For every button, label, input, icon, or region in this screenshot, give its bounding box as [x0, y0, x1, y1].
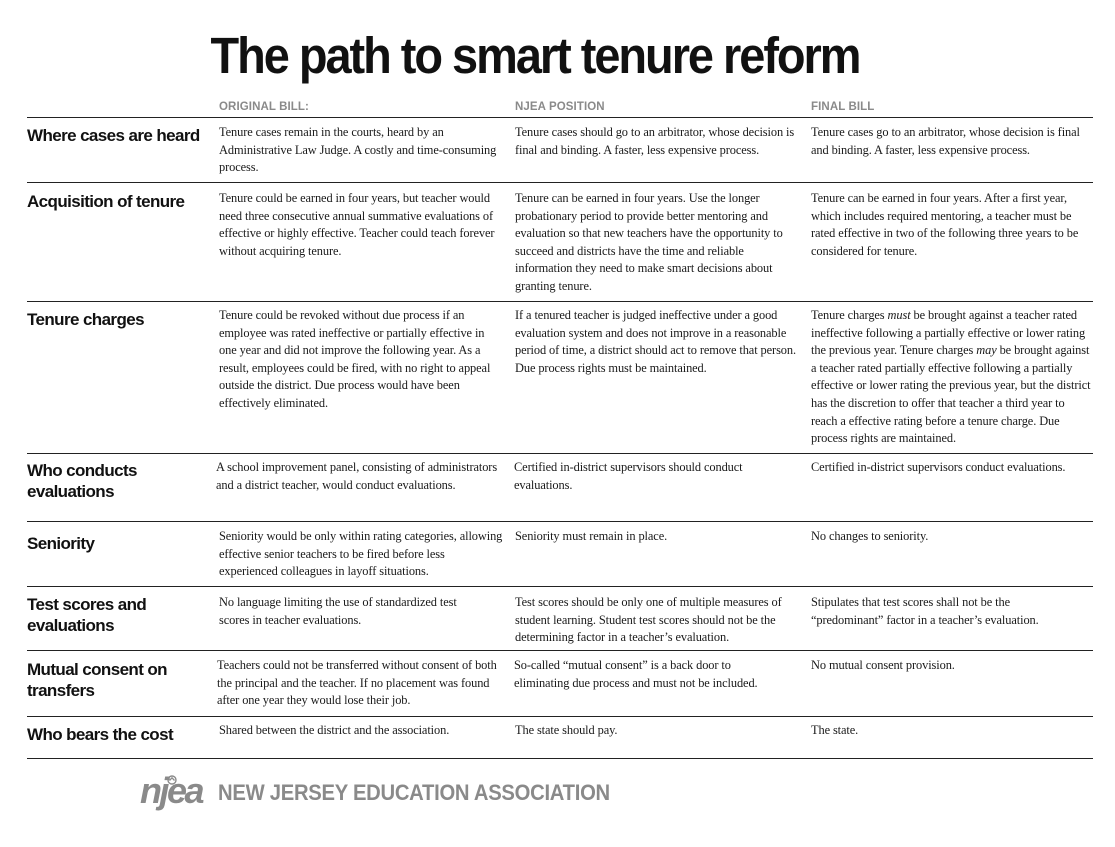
cell-njea-position: If a tenured teacher is judged ineffective under a good evaluation system and does not improve in a reasonable period of time, a district should act to remove that person. Due process rights must be maintained.	[515, 308, 796, 375]
cell-final-bill	[811, 307, 1093, 448]
row-divider	[27, 586, 1093, 587]
row-divider	[27, 182, 1093, 183]
cell-original-bill: No language limiting the use of standardized test scores in teacher evaluations.	[219, 595, 457, 627]
cell-njea-position: So-called “mutual consent” is a back door to eliminating due process and must not be included.	[514, 658, 758, 690]
cell-original-bill: Tenure cases remain in the courts, heard by an Administrative Law Judge. A costly and time-consuming process.	[219, 125, 497, 175]
column-header-njea-position: NJEA POSITION	[515, 101, 605, 113]
text-segment: be brought against a teacher rated partially effective following a partially effective or lower rating the previous year, but the district has the discretion to offer that teacher a third year to reach a effective rating before a tenure charge. Due process rights are maintained.	[811, 343, 1091, 446]
organization-name: NEW JERSEY EDUCATION ASSOCIATION	[218, 780, 610, 805]
row-label: Who conducts evaluations	[27, 461, 137, 501]
row-divider	[27, 453, 1093, 454]
footer	[140, 770, 644, 813]
column-header-original-bill: ORIGINAL BILL:	[219, 101, 309, 113]
row-label: Tenure charges	[27, 310, 144, 329]
row-divider	[27, 301, 1093, 302]
text-segment: Tenure charges	[811, 308, 888, 322]
row-label: Who bears the cost	[27, 725, 174, 744]
cell-final-bill: Certified in-district supervisors conduct evaluations.	[811, 460, 1066, 474]
njea-logo	[140, 770, 212, 811]
cell-njea-position: Seniority must remain in place.	[515, 529, 668, 543]
row-label: Where cases are heard	[27, 126, 200, 145]
cell-original-bill: Shared between the district and the association.	[219, 723, 450, 737]
cell-njea-position: Certified in-district supervisors should conduct evaluations.	[514, 460, 743, 492]
logo-mark-icon	[166, 775, 178, 785]
cell-original-bill: Tenure could be earned in four years, but teacher would need three consecutive annual summative evaluations of effective or highly effective. Teacher could teach forever without acquiring tenure.	[219, 191, 495, 258]
row-divider	[27, 716, 1093, 717]
row-label: Mutual consent on transfers	[27, 660, 167, 700]
cell-final-bill: No mutual consent provision.	[811, 658, 955, 672]
page-title: The path to smart tenure reform	[210, 27, 860, 84]
cell-original-bill: Seniority would be only within rating categories, allowing effective senior teachers to be fired before less experienced colleagues in layoff situations.	[219, 529, 503, 579]
cell-final-bill: No changes to seniority.	[811, 529, 929, 543]
emphasis-may: may	[976, 343, 997, 358]
row-label: Acquisition of tenure	[27, 192, 185, 211]
column-header-final-bill: FINAL BILL	[811, 101, 875, 113]
cell-njea-position: The state should pay.	[515, 723, 618, 737]
cell-original-bill: Tenure could be revoked without due process if an employee was rated ineffective or partially effective in one year and did not improve the following year. As a result, employees could be fired, with no right to appeal outside the district. Due process would have been effectively eliminated.	[219, 308, 491, 410]
cell-original-bill: Teachers could not be transferred without consent of both the principal and the teacher. If no placement was found after one year they would lose their job.	[217, 658, 497, 708]
header-divider	[27, 117, 1093, 118]
emphasis-must: must	[887, 308, 911, 322]
row-divider	[27, 650, 1093, 651]
row-label: Seniority	[27, 534, 95, 553]
cell-njea-position: Tenure can be earned in four years. Use the longer probationary period to provide better mentoring and evaluation so that new teachers have the opportunity to succeed and districts have the time and reliable information they need to make smart decisions about granting tenure.	[515, 191, 783, 293]
text-segment: be brought against a teacher rated ineffective following a partially effective or lower rating the previous year. Tenure charges	[811, 308, 1086, 358]
row-label: Test scores and evaluations	[27, 595, 147, 635]
table-bottom-rule	[27, 758, 1093, 759]
row-divider	[27, 521, 1093, 522]
njea-logo-wordmark: njea	[140, 770, 203, 811]
cell-final-bill: The state.	[811, 723, 859, 737]
cell-final-bill: Tenure can be earned in four years. After a first year, which includes required mentoring, a teacher must be rated effective in two of the following three years to be considered for tenure.	[811, 191, 1079, 258]
cell-final-bill: Tenure cases go to an arbitrator, whose decision is final and binding. A faster, less expensive process.	[811, 125, 1080, 157]
cell-original-bill: A school improvement panel, consisting of administrators and a district teacher, would conduct evaluations.	[216, 460, 498, 492]
cell-njea-position: Test scores should be only one of multiple measures of student learning. Student test scores should not be the determining factor in a teacher’s evaluation.	[515, 595, 782, 645]
cell-njea-position: Tenure cases should go to an arbitrator, whose decision is final and binding. A faster, less expensive process.	[515, 125, 795, 157]
cell-final-bill: Stipulates that test scores shall not be the “predominant” factor in a teacher’s evaluation.	[811, 595, 1039, 627]
